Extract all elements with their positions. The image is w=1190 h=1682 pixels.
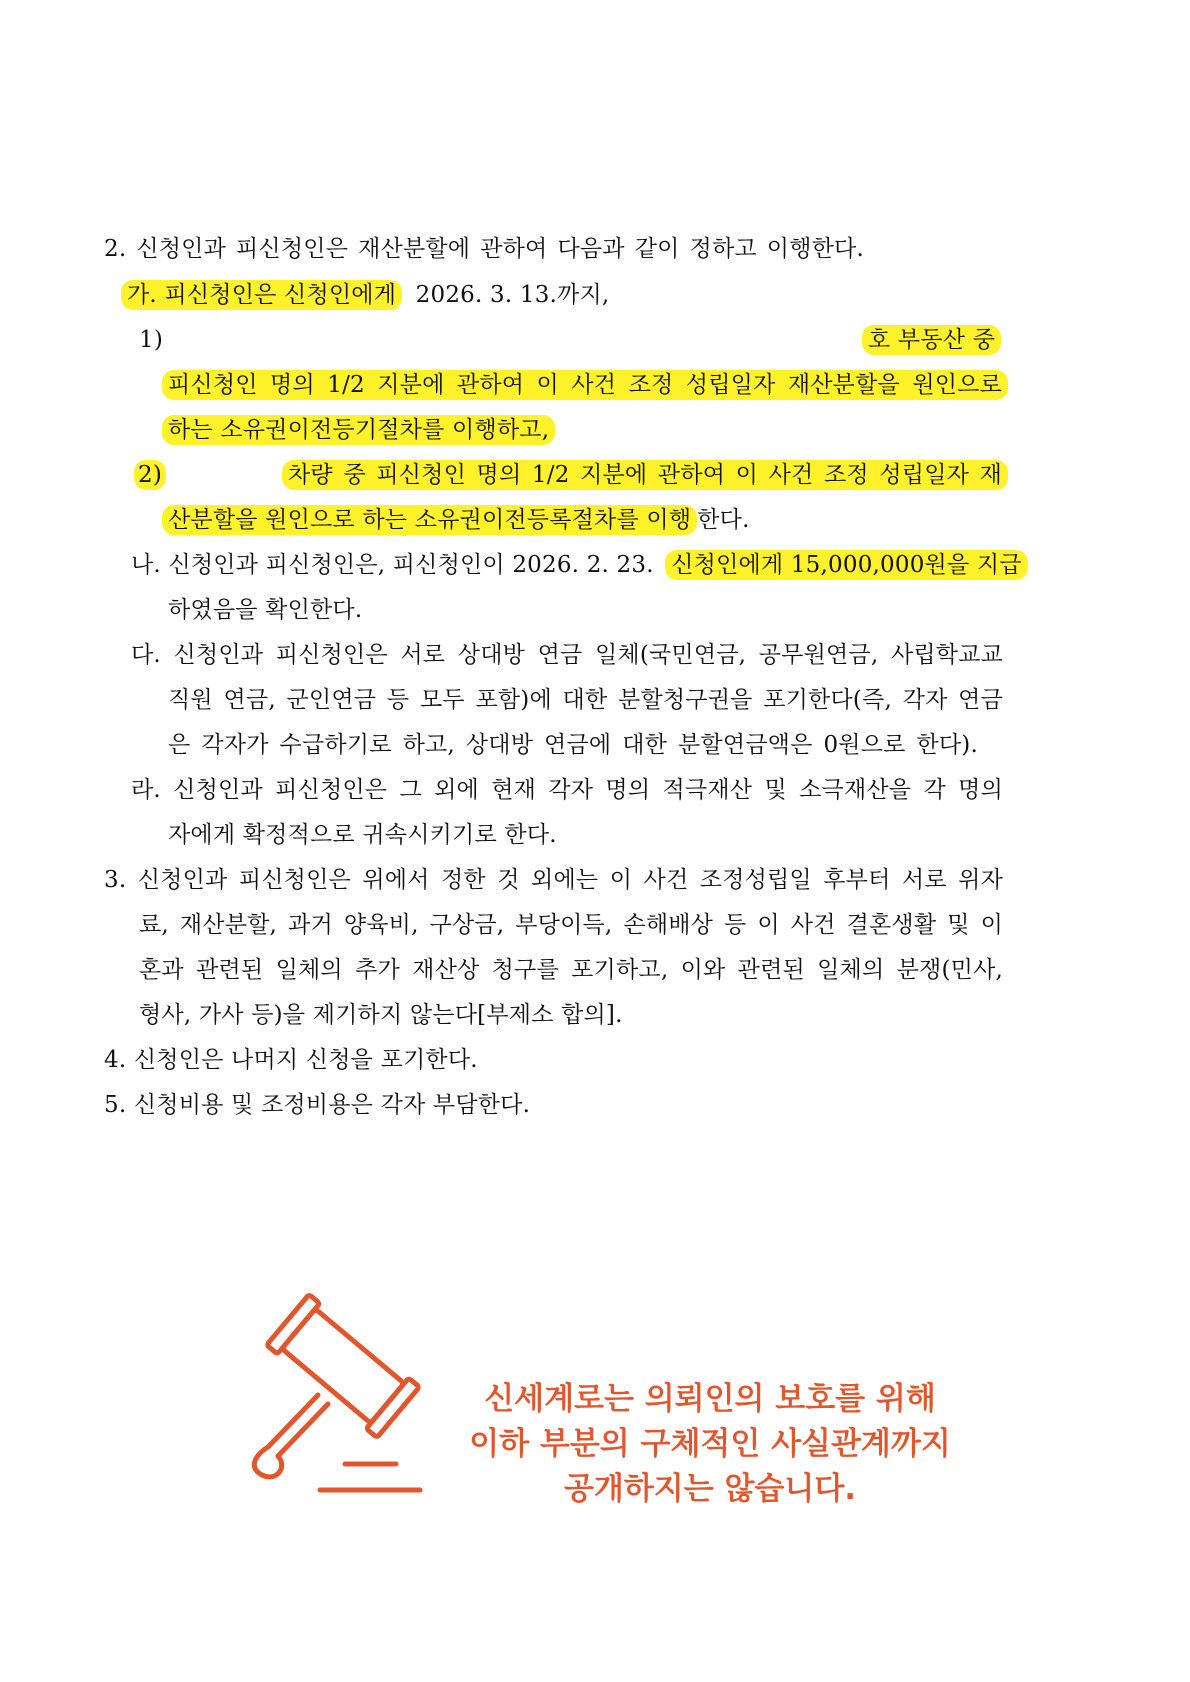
sub-2-line-1 xyxy=(282,460,1008,490)
sub-2-number xyxy=(134,460,166,490)
item-2-heading: 2. 신청인과 피신청인은 재산분할에 관하여 다음과 같이 정하고 이행한다. xyxy=(104,236,864,262)
item-da-line-1: 다. 신청인과 피신청인은 서로 상대방 연금 일체(국민연금, 공무원연금, 사립학교교 xyxy=(131,642,1003,668)
item-ra-line-2: 자에게 확정적으로 귀속시키기로 한다. xyxy=(168,822,557,848)
item-3-line-2: 료, 재산분할, 과거 양육비, 구상금, 부당이득, 손해배상 등 이 사건 결혼생활 및 이 xyxy=(139,912,1003,938)
item-da-line-3: 은 각자가 수급하기로 하고, 상대방 연금에 대한 분할연금액은 0원으로 한다). xyxy=(168,732,978,758)
highlight-text: 2) xyxy=(134,460,166,490)
item-4: 4. 신청인은 나머지 신청을 포기한다. xyxy=(104,1047,478,1073)
sub-1-line-3 xyxy=(162,415,555,445)
privacy-notice xyxy=(430,1377,990,1512)
item-3-line-3: 혼과 관련된 일체의 추가 재산상 청구를 포기하고, 이와 관련된 일체의 분쟁(민사, xyxy=(139,957,1003,983)
item-5: 5. 신청비용 및 조정비용은 각자 부담한다. xyxy=(104,1092,531,1118)
sub-1-number: 1) xyxy=(139,327,164,353)
notice-line-2: 이하 부분의 구체적인 사실관계까지 xyxy=(469,1426,951,1462)
sub-1-highlight-tail xyxy=(862,325,1001,355)
highlight-text: 산분할을 원인으로 하는 소유권이전등록절차를 이행 xyxy=(162,505,697,535)
notice-line-3: 공개하지는 않습니다. xyxy=(563,1471,857,1507)
sub-2-line-2-rest: 한다. xyxy=(697,507,750,533)
item-na-line-2: 하였음을 확인한다. xyxy=(168,597,363,623)
item-ga xyxy=(121,280,609,310)
highlight-text: 하는 소유권이전등기절차를 이행하고, xyxy=(162,415,555,445)
item-na-line-1 xyxy=(131,550,1028,580)
notice-line-1: 신세계로는 의뢰인의 보호를 위해 xyxy=(484,1381,936,1417)
item-3-line-4: 형사, 가사 등)을 제기하지 않는다[부제소 합의]. xyxy=(139,1002,623,1028)
sub-2-line-2 xyxy=(162,505,750,535)
highlight-ga: 가. 피신청인은 신청인에게 xyxy=(121,280,402,310)
item-da-line-2: 직원 연금, 군인연금 등 모두 포함)에 대한 분할청구권을 포기한다(즉, 각자 연금 xyxy=(168,687,1003,713)
highlight-text: 피신청인 명의 1/2 지분에 관하여 이 사건 조정 성립일자 재산분할을 원인으로 xyxy=(162,370,1008,400)
na-text: 나. 신청인과 피신청인은, 피신청인이 2026. 2. 23. xyxy=(131,552,654,578)
sub-1-line-2 xyxy=(162,370,1008,400)
highlight-text: 호 부동산 중 xyxy=(862,325,1001,355)
item-3-line-1: 3. 신청인과 피신청인은 위에서 정한 것 외에는 이 사건 조정성립일 후부터 서로 위자 xyxy=(104,867,1003,893)
item-ra-line-1: 라. 신청인과 피신청인은 그 외에 현재 각자 명의 적극재산 및 소극재산을 각 명의 xyxy=(131,777,1003,803)
highlight-text: 차량 중 피신청인 명의 1/2 지분에 관하여 이 사건 조정 성립일자 재 xyxy=(282,460,1008,490)
highlight-text: 신청인에게 15,000,000원을 지급 xyxy=(665,550,1027,580)
ga-rest: 2026. 3. 13.까지, xyxy=(415,282,610,308)
